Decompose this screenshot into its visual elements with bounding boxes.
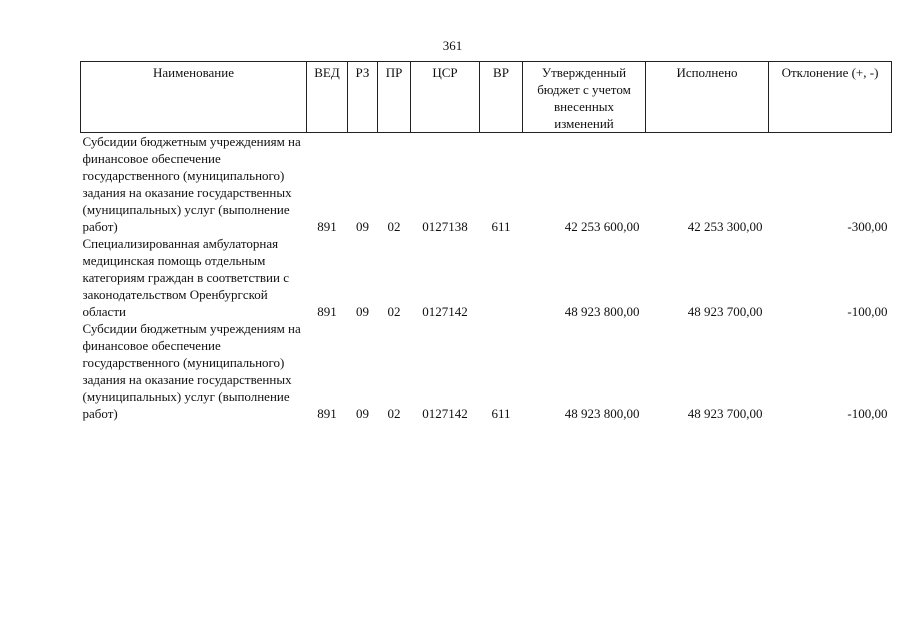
row-ved: 891 (317, 304, 337, 319)
row-name: Субсидии бюджетным учреждениям на финансовое обеспечение государственного (муниципального) задания на оказание государственных (муниципальных) услуг (выполнение работ) (82, 134, 301, 234)
row-name: Специализированная амбулаторная медицинская помощь отдельным категориям граждан в соответствии с законодательством Оренбургской области (82, 236, 289, 319)
header-csr: ЦСР (411, 62, 480, 133)
budget-table (80, 61, 892, 422)
row-deviation: -300,00 (847, 219, 888, 234)
row-plan: 42 253 600,00 (564, 219, 640, 234)
header-ved: ВЕД (307, 62, 348, 133)
page-number: 361 (442, 38, 463, 53)
table-row (81, 320, 892, 422)
header-pr: ПР (378, 62, 411, 133)
row-exec: 42 253 300,00 (687, 219, 763, 234)
row-rz: 09 (356, 304, 369, 319)
header-rz: РЗ (348, 62, 378, 133)
row-plan: 48 923 800,00 (564, 304, 640, 319)
row-plan: 48 923 800,00 (564, 406, 640, 421)
row-vr: 611 (491, 219, 511, 234)
row-deviation: -100,00 (847, 406, 888, 421)
header-name: Наименование (81, 62, 307, 133)
row-ved: 891 (317, 406, 337, 421)
row-rz: 09 (356, 406, 369, 421)
header-deviation: Отклонение (+, -) (769, 62, 892, 133)
table-row (81, 235, 892, 320)
header-plan: Утвержденный бюджет с учетом внесенных изменений (523, 62, 646, 133)
table-row (81, 133, 892, 236)
row-ved: 891 (317, 219, 337, 234)
row-deviation: -100,00 (847, 304, 888, 319)
header-exec: Исполнено (646, 62, 769, 133)
row-vr: 611 (491, 406, 511, 421)
row-exec: 48 923 700,00 (687, 304, 763, 319)
row-pr: 02 (387, 406, 401, 421)
row-exec: 48 923 700,00 (687, 406, 763, 421)
table-header-row (81, 62, 892, 133)
row-csr: 0127142 (422, 304, 468, 319)
row-csr: 0127138 (422, 219, 468, 234)
row-csr: 0127142 (422, 406, 468, 421)
header-vr: ВР (480, 62, 523, 133)
row-pr: 02 (387, 304, 401, 319)
row-name: Субсидии бюджетным учреждениям на финансовое обеспечение государственного (муниципального) задания на оказание государственных (муниципальных) услуг (выполнение работ) (82, 321, 301, 421)
row-rz: 09 (356, 219, 369, 234)
row-pr: 02 (387, 219, 401, 234)
row-vr (480, 235, 523, 320)
